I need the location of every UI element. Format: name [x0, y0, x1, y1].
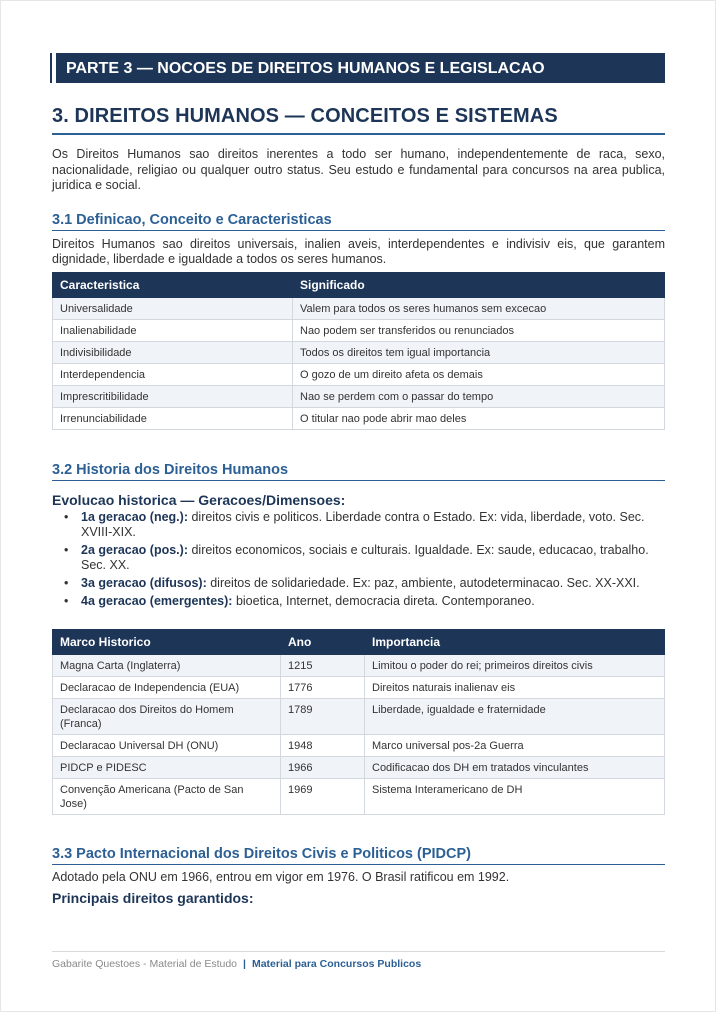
column-header: Marco Historico	[53, 629, 281, 654]
table-cell: 1966	[281, 756, 365, 778]
generation-description: direitos civis e politicos. Liberdade contra o Estado. Ex: vida, liberdade, voto. Sec. XVIII-XIX.	[81, 509, 645, 539]
table-cell: Universalidade	[53, 297, 293, 319]
table-cell: Limitou o poder do rei; primeiros direitos civis	[365, 654, 665, 676]
table-row	[53, 341, 665, 363]
section-3-2	[52, 462, 665, 815]
table-cell: 1789	[281, 698, 365, 734]
column-header: Importancia	[365, 629, 665, 654]
column-header: Ano	[281, 629, 365, 654]
section-3-1	[52, 212, 665, 430]
table-cell: Declaracao Universal DH (ONU)	[53, 734, 281, 756]
generations-list	[52, 510, 665, 609]
generation-term: 4a geracao (emergentes):	[81, 593, 233, 608]
section-title: 3.3 Pacto Internacional dos Direitos Civis e Politicos (PIDCP)	[52, 846, 665, 865]
generation-description: direitos economicos, sociais e culturais. Igualdade. Ex: saude, educacao, trabalho. Sec. XX.	[81, 542, 649, 572]
table-cell: Direitos naturais inalienav eis	[365, 676, 665, 698]
table-cell: O titular nao pode abrir mao deles	[293, 407, 665, 429]
table-cell: Sistema Interamericano de DH	[365, 778, 665, 814]
table-row	[53, 297, 665, 319]
table-cell: Marco universal pos-2a Guerra	[365, 734, 665, 756]
page-footer	[52, 951, 665, 970]
table-cell: Inalienabilidade	[53, 319, 293, 341]
table-cell: Declaracao de Independencia (EUA)	[53, 676, 281, 698]
table-row	[53, 676, 665, 698]
table-cell: 1969	[281, 778, 365, 814]
section-paragraph: Adotado pela ONU em 1966, entrou em vigor em 1976. O Brasil ratificou em 1992.	[52, 869, 510, 884]
table-cell: Magna Carta (Inglaterra)	[53, 654, 281, 676]
generation-term: 2a geracao (pos.):	[81, 542, 188, 557]
table-cell: 1215	[281, 654, 365, 676]
table-cell: PIDCP e PIDESC	[53, 756, 281, 778]
table-cell: Convenção Americana (Pacto de San Jose)	[53, 778, 281, 814]
table-row	[53, 756, 665, 778]
table-cell: Imprescritibilidade	[53, 385, 293, 407]
generation-description: bioetica, Internet, democracia direta. Contemporaneo.	[235, 593, 535, 608]
table-cell: Nao se perdem com o passar do tempo	[293, 385, 665, 407]
characteristics-table	[52, 272, 665, 430]
table-cell: Liberdade, igualdade e fraternidade	[365, 698, 665, 734]
table-cell: Codificacao dos DH em tratados vinculantes	[365, 756, 665, 778]
footer-tagline: Material para Concursos Publicos	[251, 958, 422, 970]
list-item	[52, 543, 665, 573]
generation-term: 1a geracao (neg.):	[81, 509, 188, 524]
table-cell: Interdependencia	[53, 363, 293, 385]
footer-source: Gabarite Questoes - Material de Estudo	[52, 958, 238, 970]
table-row	[53, 319, 665, 341]
table-row	[53, 734, 665, 756]
table-header-row	[53, 272, 665, 297]
table-row	[53, 698, 665, 734]
table-cell: O gozo de um direito afeta os demais	[293, 363, 665, 385]
generations-subtitle: Evolucao historica — Geracoes/Dimensoes:	[52, 491, 346, 508]
footer-separator: |	[243, 958, 246, 970]
column-header: Significado	[293, 272, 665, 297]
list-item	[52, 576, 665, 591]
rights-subtitle: Principais direitos garantidos:	[52, 890, 254, 906]
table-cell: Declaracao dos Direitos do Homem (Franca)	[53, 698, 281, 734]
column-header: Caracteristica	[53, 272, 293, 297]
table-row	[53, 385, 665, 407]
table-cell: 1948	[281, 734, 365, 756]
table-cell: 1776	[281, 676, 365, 698]
list-item	[52, 594, 665, 609]
chapter-title: 3. DIREITOS HUMANOS — CONCEITOS E SISTEMAS	[52, 105, 665, 135]
section-paragraph: Direitos Humanos sao direitos universais, inalien aveis, interdependentes e indivisiv eis, que garantem dignidade, liberdade e igualdade a todos os seres humanos.	[52, 236, 665, 266]
section-3-3	[52, 846, 665, 907]
table-cell: Indivisibilidade	[53, 341, 293, 363]
table-cell: Irrenunciabilidade	[53, 407, 293, 429]
section-title: 3.2 Historia dos Direitos Humanos	[52, 462, 665, 481]
table-header-row	[53, 629, 665, 654]
generation-term: 3a geracao (difusos):	[81, 575, 207, 590]
section-title: 3.1 Definicao, Conceito e Caracteristicas	[52, 212, 665, 231]
generation-description: direitos de solidariedade. Ex: paz, ambiente, autodeterminacao. Sec. XX-XXI.	[210, 575, 640, 590]
part-banner: PARTE 3 — NOCOES DE DIREITOS HUMANOS E LEGISLACAO	[52, 53, 665, 83]
milestones-table	[52, 629, 665, 815]
table-cell: Todos os direitos tem igual importancia	[293, 341, 665, 363]
table-row	[53, 363, 665, 385]
list-item	[52, 510, 665, 540]
intro-paragraph: Os Direitos Humanos sao direitos inerentes a todo ser humano, independentemente de raca, sexo, nacionalidade, religiao ou qualquer outro status. Seu estudo e fundamental para concursos na area publica, juridica e social.	[52, 147, 665, 192]
document-page	[52, 53, 665, 906]
table-cell: Nao podem ser transferidos ou renunciados	[293, 319, 665, 341]
table-row	[53, 407, 665, 429]
table-cell: Valem para todos os seres humanos sem excecao	[293, 297, 665, 319]
table-row	[53, 654, 665, 676]
table-row	[53, 778, 665, 814]
